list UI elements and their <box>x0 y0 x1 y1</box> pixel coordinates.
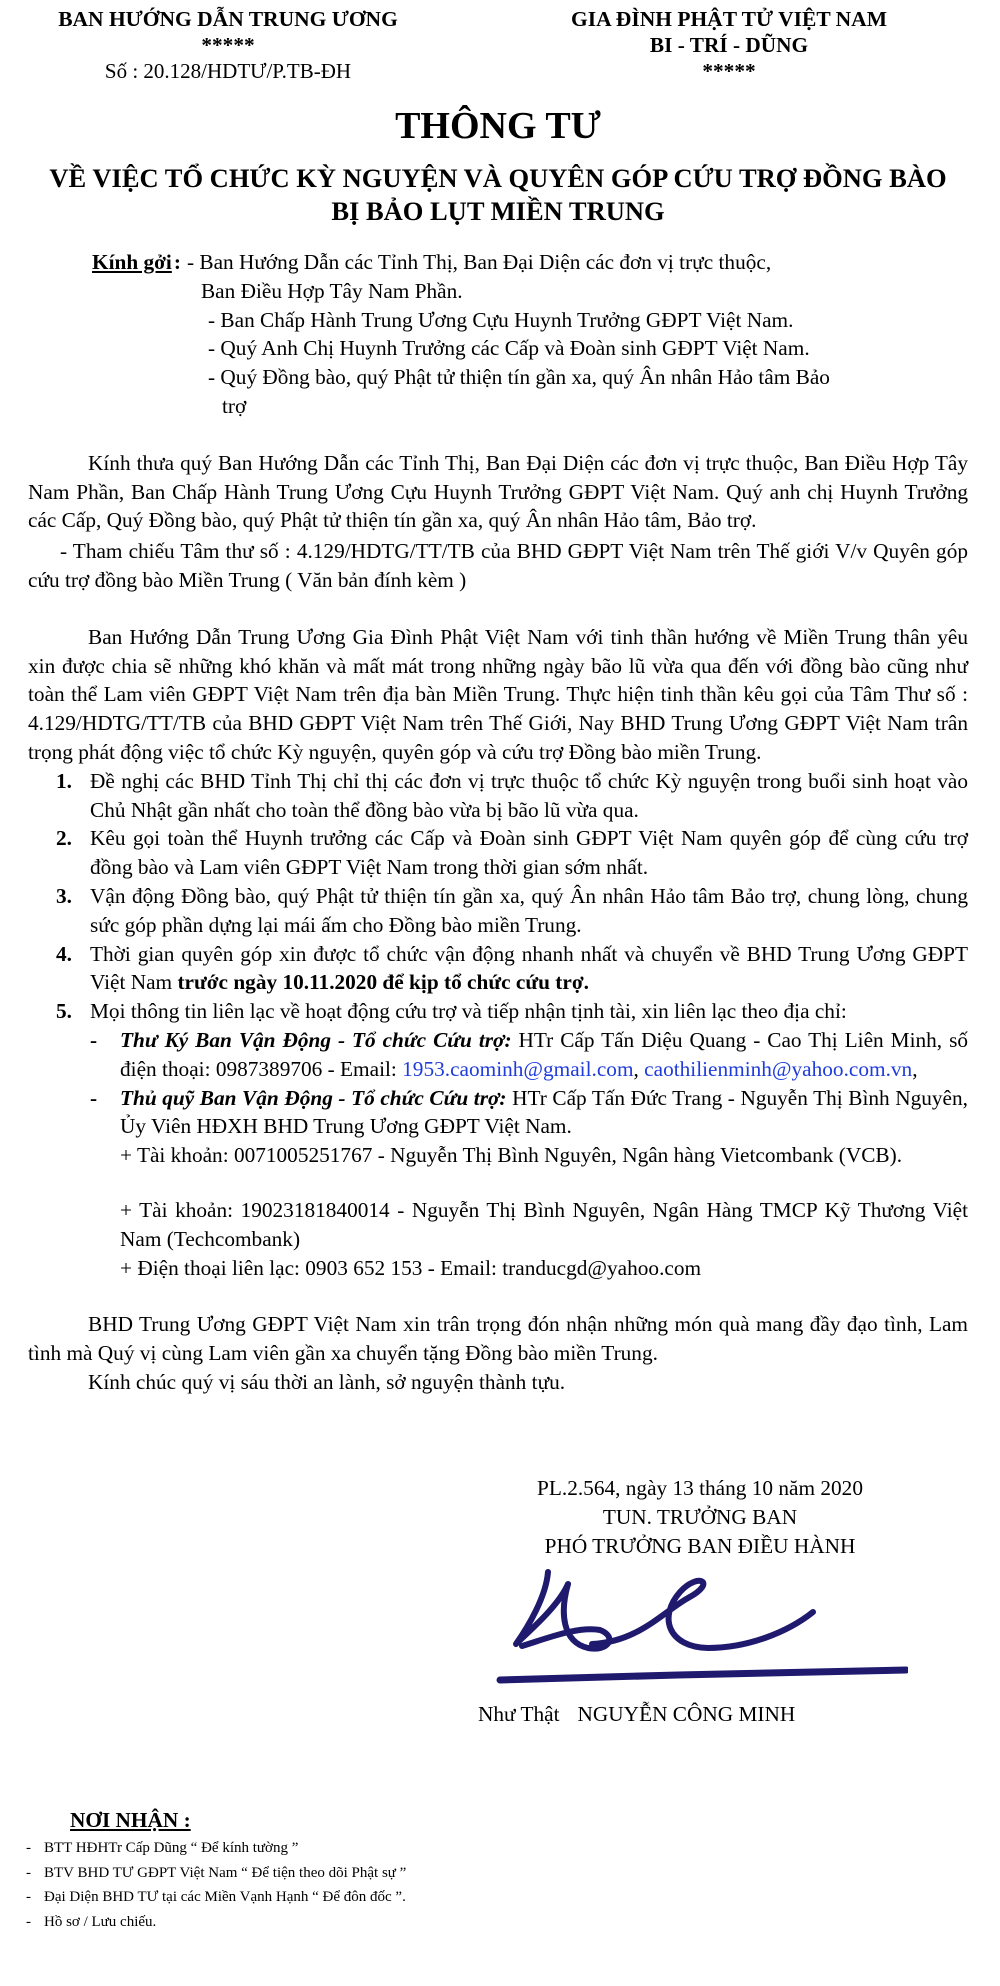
secretary-contact: - Thư Ký Ban Vận Động - Tổ chức Cứu trợ: HTr Cấp Tấn Diệu Quang - Cao Thị Liên Minh, số điện thoại: 0987389706 - Email: 1953.caominh@gmail.com, caothilienminh@yahoo.com.vn, <box>90 1027 969 1081</box>
bank-account-techcombank: + Tài khoản: 19023181840014 - Nguyễn Thị Bình Nguyên, Ngân Hàng TMCP Kỹ Thương Việt Nam (Techcombank) <box>120 1197 968 1251</box>
recipient-item-continued: trợ <box>222 393 247 418</box>
footer-recipient: - Đại Diện BHD TƯ tại các Miền Vạnh Hạnh “ Để đôn đốc ”. <box>26 1889 406 1905</box>
recipient-item: - Ban Chấp Hành Trung Ương Cựu Huynh Trưởng GĐPT Việt Nam. <box>208 307 794 332</box>
recipient-item: - Quý Đồng bào, quý Phật tử thiện tín gần xa, quý Ân nhân Hảo tâm Bảo <box>208 365 830 390</box>
recipients-footer-label: NƠI NHẬN : <box>70 1808 191 1832</box>
action-item: 5. Mọi thông tin liên lạc về hoạt động cứu trợ và tiếp nhận tịnh tài, xin liên lạc theo địa chỉ: - Thư Ký Ban Vận Động - Tổ chức Cứu trợ: HTr Cấp Tấn Diệu Quang - Cao Thị Liên Minh, số điện thoại: 0987389706 - Email: 1953.caominh@gmail.com, caothilienminh@yahoo.com.vn, - Thủ quỹ Ban Vận Động - Tổ chức Cứu trợ: HTr Cấp Tấn Đức Trang - Nguyễn Thị Bình Nguyên, Ủy Viên HĐXH BHD Trung Ương GĐPT Việt Nam. + Tài khoản: 0071005251767 - Nguyễn Thị Bình Nguyên, Ngân hàng Vietcombank (VCB). + Tài khoản: 19023181840014 - Nguyễn Thị Bình Nguyên, Ngân Hàng TMCP Kỹ Thương Việt Nam (Techcombank) + Điện thoại liên lạc: 0903 652 153 - Email: tranducgd@yahoo.com <box>90 997 968 1282</box>
email-link-yahoo[interactable]: caothilienminh@yahoo.com.vn <box>644 1056 913 1081</box>
organization-block <box>494 6 964 84</box>
treasurer-role: Thủ quỹ Ban Vận Động - Tổ chức Cứu trợ: <box>120 1085 507 1110</box>
action-item: 4. Thời gian quyên góp xin được tổ chức vận động nhanh nhất và chuyển về BHD Trung Ương GĐPT Việt Nam trước ngày 10.11.2020 để kịp tổ chức cứu trợ. <box>56 941 968 995</box>
signer-dharma-name: Như Thật <box>478 1702 560 1726</box>
body-paragraph: Ban Hướng Dẫn Trung Ương Gia Đình Phật Việt Nam với tinh thần hướng về Miền Trung thân yêu xin được chia sẽ những khó khăn và mất mát trong những ngày bão lũ vừa qua đến với đồng bào cũng như toàn thể Lam viên GĐPT Việt Nam trên địa bàn Miền Trung. Thực hiện tinh thần kêu gọi của Tâm Thư số : 4.129/HDTG/TT/TB của BHD GĐPT Việt Nam trên Thế Giới, Nay BHD Trung Ương GĐPT Việt Nam trân trọng phát động việc tổ chức Kỳ nguyện, quyên góp và cứu trợ Đồng bào miền Trung. <box>28 624 968 764</box>
document-number: Số : 20.128/HDTƯ/P.TB-ĐH <box>104 59 352 83</box>
action-list <box>28 767 968 1283</box>
signature-title-2: PHÓ TRƯỞNG BAN ĐIỀU HÀNH <box>544 1533 856 1558</box>
document-title: THÔNG TƯ <box>395 105 601 147</box>
recipient-item-continued: Ban Điều Hợp Tây Nam Phần. <box>200 278 463 303</box>
recipient-item: - Quý Anh Chị Huynh Trưởng các Cấp và Đoàn sinh GĐPT Việt Nam. <box>208 336 810 361</box>
greeting-paragraph: Kính thưa quý Ban Hướng Dẫn các Tỉnh Thị, Ban Đại Diện các đơn vị trực thuộc, Ban Điều Hợp Tây Nam Phần, Ban Chấp Hành Trung Ương Cựu Huynh Trưởng GĐPT Việt Nam. Quý anh chị Huynh Trưởng các Cấp, Quý Đồng bào, quý Phật tử thiện tín gần xa, quý Ân nhân Hảo tâm, Bảo trợ. <box>28 450 968 533</box>
document-header <box>28 0 968 84</box>
recipients-block <box>28 248 968 421</box>
organization-stars: ***** <box>702 59 756 83</box>
reference-paragraph: - Tham chiếu Tâm thư số : 4.129/HDTG/TT/TB của BHD GĐPT Việt Nam trên Thế giới V/v Quyên góp cứu trợ đồng bào Miền Trung ( Văn bản đính kèm ) <box>28 539 968 592</box>
action-item: 1. Đề nghị các BHD Tỉnh Thị chỉ thị các đơn vị trực thuộc tổ chức Kỳ nguyện trong buổi sinh hoạt vào Chủ Nhật gần nhất cho toàn thể đồng bào vừa bị bão lũ vừa qua. <box>56 768 968 822</box>
handwritten-signature <box>488 1552 908 1692</box>
footer-recipient: - BTT HĐHTr Cấp Dũng “ Để kính tường ” <box>26 1840 299 1856</box>
signature-title-1: TUN. TRƯỞNG BAN <box>602 1504 798 1529</box>
wish-line: Kính chúc quý vị sáu thời an lành, sở nguyện thành tựu. <box>88 1369 566 1394</box>
organization-motto: BI - TRÍ - DŨNG <box>649 33 809 57</box>
bank-account-vcb: + Tài khoản: 0071005251767 - Nguyễn Thị Bình Nguyên, Ngân hàng Vietcombank (VCB). <box>120 1143 903 1168</box>
recipients-separator: : <box>173 250 181 274</box>
signature-date: PL.2.564, ngày 13 tháng 10 năm 2020 <box>537 1476 863 1500</box>
signer-name-line <box>478 1700 795 1729</box>
organization-name: GIA ĐÌNH PHẬT TỬ VIỆT NAM <box>571 7 887 31</box>
treasurer-contact: - Thủ quỹ Ban Vận Động - Tổ chức Cứu trợ: HTr Cấp Tấn Đức Trang - Nguyễn Thị Bình Nguyên, Ủy Viên HĐXH BHD Trung Ương GĐPT Việt Nam. + Tài khoản: 0071005251767 - Nguyễn Thị Bình Nguyên, Ngân hàng Vietcombank (VCB). + Tài khoản: 19023181840014 - Nguyễn Thị Bình Nguyên, Ngân Hàng TMCP Kỹ Thương Việt Nam (Techcombank) + Điện thoại liên lạc: 0903 652 153 - Email: tranducgd@yahoo.com <box>90 1084 968 1283</box>
issuer-stars: ***** <box>201 33 255 57</box>
deadline-text: trước ngày 10.11.2020 để kịp tổ chức cứu trợ. <box>177 970 589 995</box>
recipients-label: Kính gởi <box>92 250 172 274</box>
footer-recipient: - BTV BHD TƯ GĐPT Việt Nam “ Để tiện theo dõi Phật sự ” <box>26 1864 407 1881</box>
issuer-org: BAN HƯỚNG DẪN TRUNG ƯƠNG <box>58 7 398 31</box>
recipient-item: - Ban Hướng Dẫn các Tỉnh Thị, Ban Đại Diện các đơn vị trực thuộc, <box>186 250 772 274</box>
action-item: 2. Kêu gọi toàn thể Huynh trưởng các Cấp và Đoàn sinh GĐPT Việt Nam quyên góp để cùng cứu trợ đồng bào và Lam viên GĐPT Việt Nam trong thời gian sớm nhất. <box>56 826 968 880</box>
email-link-gmail[interactable]: 1953.caominh@gmail.com <box>402 1056 634 1081</box>
document-subject: VỀ VIỆC TỔ CHỨC KỲ NGUYỆN VÀ QUYÊN GÓP CỨU TRỢ ĐỒNG BÀO BỊ BẢO LỤT MIỀN TRUNG <box>49 163 947 226</box>
closing-paragraph: BHD Trung Ương GĐPT Việt Nam xin trân trọng đón nhận những món quà mang đầy đạo tình, Lam tình mà Quý vị cùng Lam viên gần xa chuyển tặng Đồng bào miền Trung. <box>28 1312 968 1366</box>
treasurer-phone-email: + Điện thoại liên lạc: 0903 652 153 - Email: tranducgd@yahoo.com <box>120 1255 702 1280</box>
secretary-role: Thư Ký Ban Vận Động - Tổ chức Cứu trợ: <box>120 1027 512 1052</box>
action-item: 3. Vận động Đồng bào, quý Phật tử thiện tín gần xa, quý Ân nhân Hảo tâm Bảo trợ, chung lòng, chung sức góp phần dựng lại mái ấm cho Đồng bào miền Trung. <box>56 883 968 937</box>
recipients-list <box>187 248 771 306</box>
issuer-block <box>28 6 428 84</box>
footer-recipient: - Hồ sơ / Lưu chiếu. <box>26 1913 157 1930</box>
recipients-footer-list <box>26 1836 406 1934</box>
signature-block <box>490 1474 910 1560</box>
signer-name: NGUYỄN CÔNG MINH <box>577 1702 796 1726</box>
